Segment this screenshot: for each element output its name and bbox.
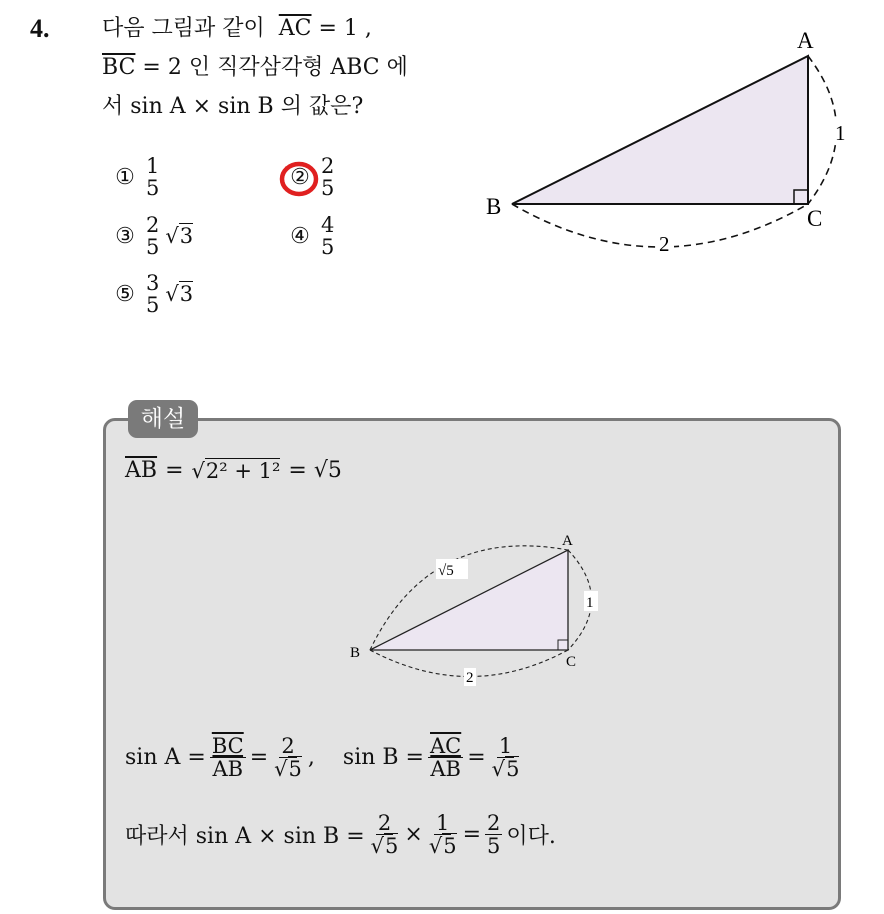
vertex-a-label: A <box>797 28 814 53</box>
conclusion-factor-b: $\frac{1}{√5}$ <box>428 811 457 858</box>
sinb-ratio: $\frac{\overline{AC}}{AB}$ <box>430 734 462 781</box>
solution-triangle-figure <box>340 525 620 695</box>
vertex-a-label: A <box>562 533 573 549</box>
triangle-abc <box>512 56 808 204</box>
choice-radical: √3 <box>165 224 194 248</box>
sin-equation: sin A = $\frac{\overline{BC}}{AB}$ = $\frac{2}{√5}$ , sin B = $\frac{\overline{AC}}{AB}$ = $\frac{1}{√5}$ <box>125 734 520 781</box>
choice-fraction: 1 5 <box>146 154 160 200</box>
choice-fraction: 2 5 <box>146 213 160 259</box>
choice-2[interactable] <box>285 155 340 199</box>
choice-fraction: 4 5 <box>321 213 335 259</box>
question-number: 4. <box>30 14 50 43</box>
vertex-c-label: C <box>566 654 577 670</box>
choice-fraction: 2 5 <box>321 154 335 200</box>
segment-ab: $\overline{AB}$ <box>125 458 158 483</box>
choice-marker: ② <box>285 165 315 190</box>
ab-equation: $\overline{AB}$ = √2² + 1² = √5 <box>125 458 342 483</box>
conclusion-factor-a: $\frac{2}{√5}$ <box>370 811 399 858</box>
solution-tag: 해설 <box>128 400 198 438</box>
question-line-1: 다음 그림과 같이 $\overline{AC} = 1$ , <box>102 16 372 41</box>
answer-circle-icon <box>275 157 323 201</box>
choice-5[interactable] <box>110 272 193 316</box>
side-ac-label: 1 <box>835 121 846 145</box>
side-ac-label: 1 <box>586 595 594 611</box>
choice-4[interactable] <box>285 214 340 258</box>
conclusion-equation: 따라서 sin A × sin B = $\frac{2}{√5}$ × $\frac{1}{√5}$ = $\frac{2}{5}$ 이다. <box>125 811 556 858</box>
choice-marker: ① <box>115 164 135 190</box>
side-bc-label: 2 <box>659 232 670 256</box>
vertex-c-label: C <box>807 206 823 231</box>
side-ab-label: √5 <box>438 563 454 579</box>
vertex-b-label: B <box>350 645 361 661</box>
segment-ac: $\overline{AC}$ <box>278 16 312 41</box>
choice-fraction: 3 5 <box>146 271 160 317</box>
question-line-2: $\overline{BC} = 2$ 인 직각삼각형 ABC 에 <box>102 55 408 80</box>
segment-bc: $\overline{BC}$ <box>102 55 136 80</box>
vertex-b-label: B <box>486 194 502 219</box>
triangle-figure <box>470 20 870 270</box>
sina-ratio: $\frac{\overline{BC}}{AB}$ <box>211 734 244 781</box>
solution-triangle <box>370 550 568 650</box>
choice-marker: ③ <box>115 223 135 249</box>
ab-radical: √2² + 1² <box>191 458 281 483</box>
choice-marker: ④ <box>290 223 310 249</box>
sinb-value: $\frac{1}{√5}$ <box>491 734 520 781</box>
side-bc-label: 2 <box>466 670 474 686</box>
sina-value: $\frac{2}{√5}$ <box>274 734 302 781</box>
choice-1[interactable] <box>110 155 165 199</box>
question-line-3: 서 sin A × sin B 의 값은? <box>102 94 364 119</box>
conclusion-result: $\frac{2}{5}$ <box>487 811 501 858</box>
choice-3[interactable] <box>110 214 193 258</box>
choice-marker: ⑤ <box>115 281 135 307</box>
choice-radical: √3 <box>165 282 194 306</box>
